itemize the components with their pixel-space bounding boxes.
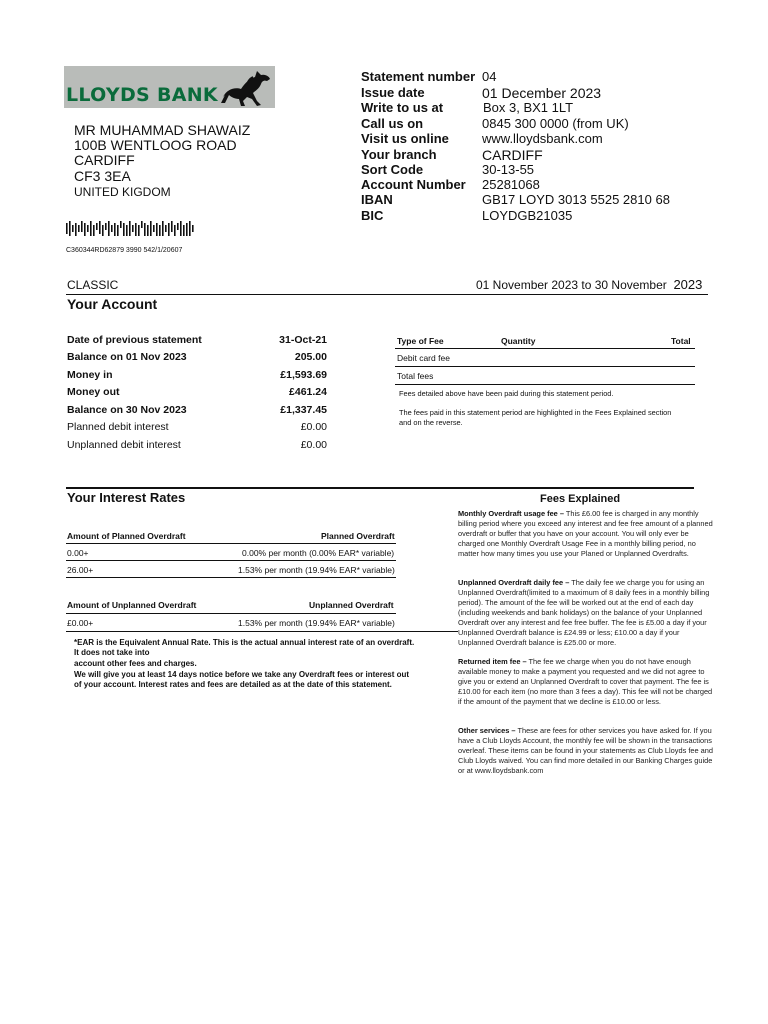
info-label: Call us on [361,116,424,131]
divider [66,487,694,489]
fee-term: Monthly Overdraft usage fee – [458,509,564,518]
postal-barcode-icon [66,221,196,236]
account-summary-row [67,334,327,352]
planned-amount: 26.00+ [67,565,94,575]
info-value: 30-13-55 [482,162,535,177]
fees-note-line: and on the reverse. [399,418,463,427]
summary-label: Money in [67,369,113,381]
ear-note: We will give you at least 14 days notice before we take any Overdraft fees or interest out [74,670,410,679]
divider [66,543,396,544]
divider [66,631,458,632]
info-label: IBAN [361,192,393,207]
address-line: 100B WENTLOOG ROAD [74,137,237,153]
info-label: Sort Code [361,162,424,177]
fees-note [399,408,671,428]
fee-description: These are fees for other services you have asked for. If you have a Club Lloyds Account, the monthly fee will be shown in the transactions overleaf. These items can be found in your statements as Club Lloyds fee and Club Lloyds waived. You can find more detailed in our Banking Charges guide or at www.lloydsbank.com [458,726,713,775]
fee-explanation [458,509,714,559]
fee-row-debit-card: Debit card fee [397,353,450,363]
fee-quantity-header: Quantity [501,336,536,346]
fee-description: The daily fee we charge you for using an Unplanned Overdraft(limited to a maximum of 8 daily fees in a monthly billing period). The amount of the fee will be worked out at the end of each day (including weekends and bank holidays) on the balance of your Unplanned Overdraft over any interest and fee free buffer. The fee is £5.00 a day if your Unplanned Overdraft balance is £24.99 or less; £10.00 a day if your Unplanned Overdraft balance is £25.00 or more. [458,578,710,647]
info-value: 0845 300 0000 (from UK) [482,116,629,131]
fee-description: This £6.00 fee is charged in any monthly billing period where you exceed any interest and fee free amount of a planned overdraft or buffer that you have on your account. You will only ever be charged one Monthly Overdraft Usage Fee in a monthly billing period, no matter how many times you use your Planed or Unplanned Overdrafts. [458,509,713,558]
info-value: CARDIFF [482,147,543,163]
divider [66,613,396,614]
address-line: CF3 3EA [74,168,131,184]
account-summary-row [67,404,327,422]
planned-amount: 0.00+ [67,548,89,558]
planned-amount-header: Amount of Planned Overdraft [67,531,186,541]
summary-value: 205.00 [294,351,327,363]
period-year: 2023 [673,277,703,292]
divider [66,294,708,295]
fee-term: Unplanned Overdraft daily fee – [458,578,570,587]
planned-rate-header: Planned Overdraft [321,531,395,541]
divider [395,366,695,367]
info-label: Your branch [361,147,437,162]
account-summary-row [67,369,327,387]
info-label: Statement number [361,69,476,84]
interest-rates-heading: Your Interest Rates [67,490,186,505]
fee-row-total: Total fees [397,371,434,381]
info-label: Issue date [361,85,425,100]
logo-text: LLOYDS BANK [66,84,218,106]
summary-label: Planned debit interest [67,421,169,433]
ear-note: of your account. Interest rates and fees are detailed as at the date of this statement. [74,680,392,689]
reference-code: C360344RD62879 3990 542/1/20607 [66,247,183,254]
summary-value: 31-Oct-21 [279,334,327,346]
divider [395,384,695,385]
planned-rate: 1.53% per month (19.94% EAR* variable) [238,565,395,575]
unplanned-amount: £0.00+ [67,618,94,628]
summary-label: Unplanned debit interest [67,439,181,451]
unplanned-rate-header: Unplanned Overdraft [309,600,394,610]
fee-explanation [458,726,714,776]
address-city [74,152,135,168]
divider [66,577,396,578]
summary-label: Balance on 30 Nov 2023 [67,404,187,416]
planned-rate: 0.00% per month (0.00% EAR* variable) [242,548,395,558]
fee-explanation [458,657,714,707]
info-value: LOYDGB21035 [482,208,573,223]
account-summary-row [67,439,327,457]
fee-type-header: Type of Fee [397,336,444,346]
unplanned-rate: 1.53% per month (19.94% EAR* variable) [238,618,395,628]
account-summary-row [67,386,327,404]
fee-description: The fee we charge when you do not have enough available money to make a payment you requested and we did not agree to give you or extend an Unplanned Overdraft to cover that payment. The fee is £10.00 for each item (no more than 3 fees a day). This fee will not be charged if the amount of the payment that we decline is £10.00 or less. [458,657,713,706]
info-value: 04 [482,69,497,84]
info-label: Account Number [361,177,466,192]
info-value: 01 December 2023 [482,85,602,101]
summary-value: £461.24 [289,386,327,398]
address-line: MR MUHAMMAD SHAWAIZ [74,122,251,138]
summary-label: Date of previous statement [67,334,202,346]
summary-value: £1,593.69 [280,369,327,381]
fee-term: Other services – [458,726,516,735]
address-line: CARDIFF [74,152,135,168]
ear-note: It does not take into [74,648,150,657]
fee-explanation [458,578,714,648]
summary-value: £0.00 [300,421,327,433]
ear-note: *EAR is the Equivalent Annual Rate. This is the actual annual interest rate of an overdraft. [74,638,415,647]
fees-note-line: The fees paid in this statement period are highlighted in the Fees Explained section [399,408,672,417]
account-summary-row [67,351,327,369]
address-country [74,184,171,200]
fees-note: Fees detailed above have been paid during this statement period. [399,389,614,398]
summary-value: £1,337.45 [280,404,327,416]
info-value: GB17 LOYD 3013 5525 2810 68 [482,192,670,207]
info-label: Write to us at [361,100,444,115]
address-street [74,137,237,153]
account-summary-row [67,421,327,439]
unplanned-amount-header: Amount of Unplanned Overdraft [67,600,197,610]
divider [395,348,695,349]
summary-label: Money out [67,386,120,398]
account-type: CLASSIC [67,278,119,292]
black-horse-icon [217,67,273,107]
fee-total-header: Total [671,336,691,346]
divider [66,560,396,561]
bank-logo [64,66,275,108]
your-account-heading: Your Account [67,296,158,312]
address-postcode [74,168,131,184]
statement-period [476,277,702,292]
info-label: BIC [361,208,384,223]
summary-value: £0.00 [300,439,327,451]
fees-explained-title: Fees Explained [540,493,621,505]
address-name [74,122,250,138]
info-value: 25281068 [482,177,540,192]
ear-note: account other fees and charges. [74,659,197,668]
address-line: UNITED KIGDOM [74,185,171,199]
period-range: 01 November 2023 to 30 November [476,278,667,292]
info-value: Box 3, BX1 1LT [483,100,574,115]
info-value: www.lloydsbank.com [482,131,603,146]
summary-label: Balance on 01 Nov 2023 [67,351,187,363]
fee-term: Returned item fee – [458,657,527,666]
info-label: Visit us online [361,131,449,146]
